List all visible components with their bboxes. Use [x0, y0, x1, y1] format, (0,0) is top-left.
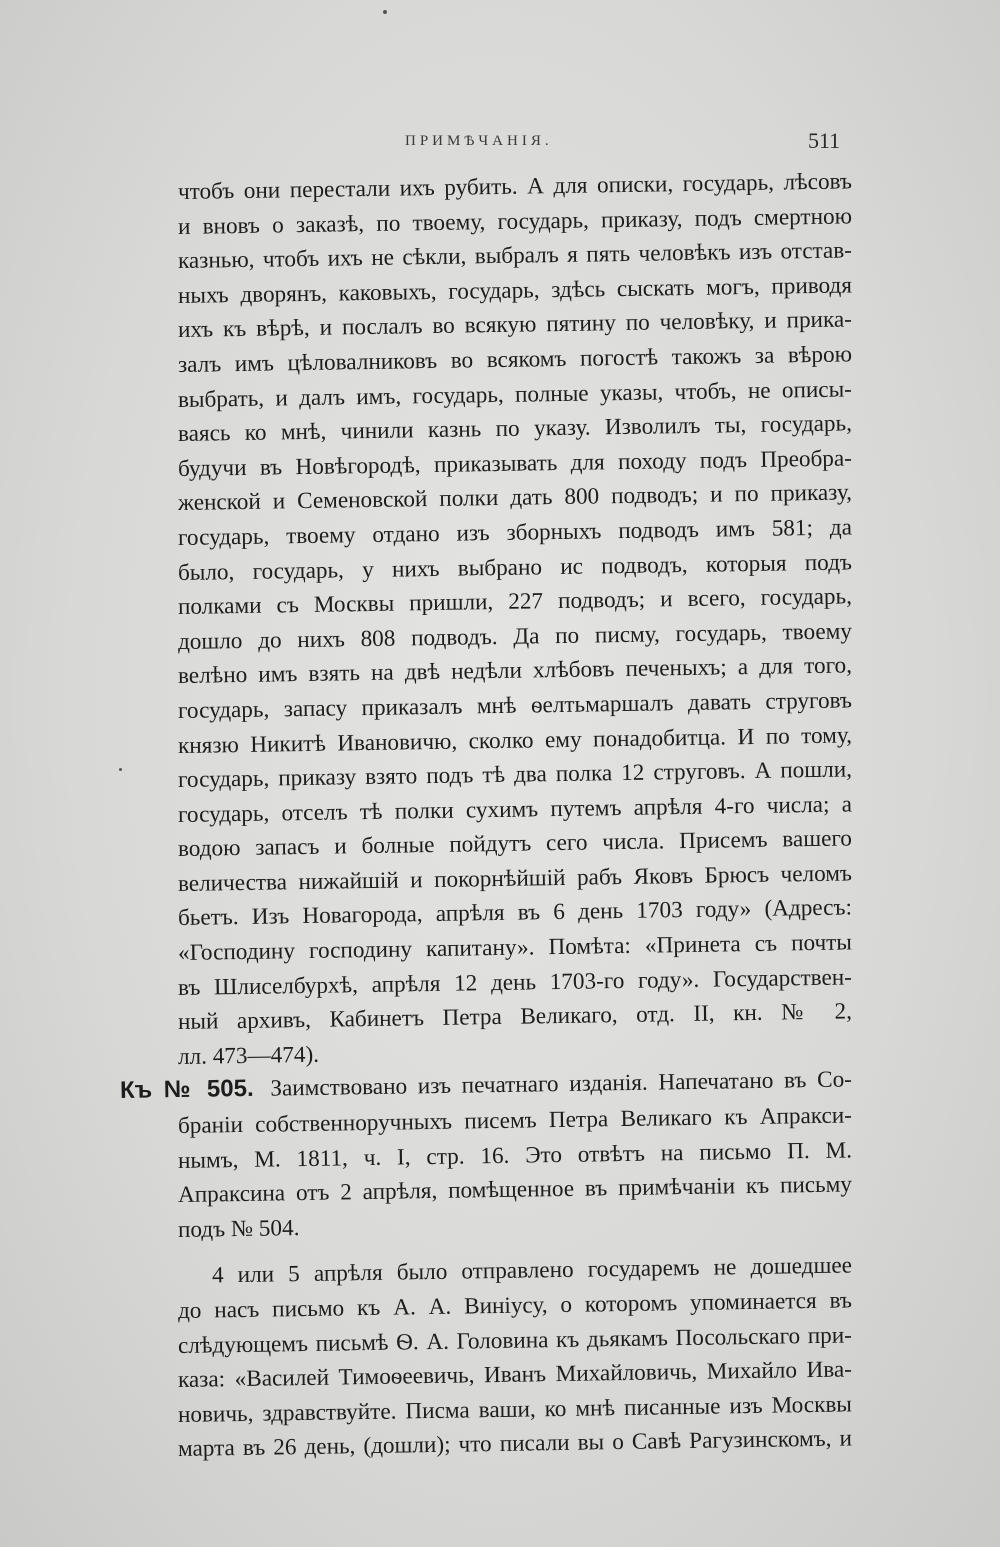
text-line: залъ имъ цѣловалниковъ во всякомъ погостѣ такожъ за вѣрою: [177, 341, 853, 378]
text-line: ихъ къ вѣрѣ, и послалъ во всякую пятину по человѣку, и прика-: [177, 306, 853, 344]
text-line: водою запасъ и болные пойдутъ сего числа. Присемъ вашего: [177, 825, 853, 863]
text-line: «Господину господину капитану». Помѣта: «Принета съ почты: [177, 929, 853, 967]
text-line: государь, запасу приказалъ мнѣ ѳелтьмаршалъ давать струговъ: [177, 687, 853, 724]
text-line: и вновъ о заказѣ, по твоему, государь, приказу, подъ смертною: [177, 203, 853, 240]
text-line: чтобъ они перестали ихъ рубить. А для описки, государь, лѣсовъ: [177, 168, 853, 205]
text-line: новичь, здравствуйте. Писма ваши, ко мнѣ писанные изъ Москвы: [177, 1391, 853, 1428]
ink-speck: [119, 768, 122, 771]
text-line: будучи въ Новѣгородѣ, приказывать для походу подъ Преобра-: [177, 445, 853, 482]
page-number: 511: [808, 128, 841, 153]
text-line: ный архивъ, Кабинетъ Петра Великаго, отд. II, кн. № 2,: [177, 998, 853, 1036]
text-line: лл. 473—474).: [177, 1041, 320, 1070]
main-text: [119, 168, 853, 1467]
text-line: Заимствовано изъ печатнаго изданія. Напечатано въ Со-: [270, 1066, 853, 1103]
paragraph-letter-continuation: [177, 168, 853, 1074]
text-line: было, государь, у нихъ выбрано ис подводъ, которыя подъ: [177, 548, 853, 586]
note-505: [119, 1066, 853, 1247]
text-line: князю Никитѣ Ивановичю, сколко ему понадобитца. И по тому,: [177, 721, 853, 759]
text-line: до насъ письмо къ А. А. Виніусу, о которомъ упоминается въ: [177, 1287, 853, 1324]
text-line: марта въ 26 день, (дошли); что писали вы о Савѣ Рагузинскомъ, и: [177, 1425, 853, 1463]
text-line: слѣдующемъ письмѣ Ѳ. А. Головина къ дьякамъ Посольскаго при-: [177, 1322, 853, 1359]
text-line: государь, приказу взято подъ тѣ два полка 12 струговъ. А пошли,: [177, 756, 853, 794]
text-line: бьетъ. Изъ Новагорода, апрѣля въ 6 день 1703 году» (Адресъ:: [177, 894, 853, 932]
text-line: величества нижайшій и покорнѣйшій рабъ Яковъ Брюсъ челомъ: [177, 860, 853, 897]
text-line: выбрать, и далъ имъ, государь, полные указы, чтобъ, не описы-: [177, 375, 853, 413]
ink-speck: [383, 10, 387, 14]
text-line: дошло до нихъ 808 подводъ. Да по писму, государь, твоему: [177, 618, 853, 655]
text-line: подъ № 504.: [177, 1214, 300, 1243]
text-line: государь, отселъ тѣ полки сухимъ путемъ апрѣля 4-го числа; а: [177, 791, 853, 828]
text-line: въ Шлиселбурхѣ, апрѣля 12 день 1703-го году». Государствен-: [177, 964, 853, 1001]
text-line: государь, твоему отдано изъ зборныхъ подводъ имъ 581; да: [177, 514, 853, 551]
text-line: нымъ, М. 1811, ч. I, стр. 16. Это отвѣтъ на письмо П. М.: [177, 1137, 853, 1174]
note-heading: Къ № 505.: [119, 1075, 254, 1105]
text-line: Апраксина отъ 2 апрѣля, помѣщенное въ примѣчаніи къ письму: [177, 1171, 853, 1209]
running-title: ПРИМѢЧАНІЯ.: [405, 133, 553, 149]
text-line: 4 или 5 апрѣля было отправлено государемъ не дошедшее: [211, 1252, 853, 1289]
text-line: казнью, чтобъ ихъ не сѣкли, выбралъ я пять человѣкъ изъ отстав-: [177, 237, 853, 275]
text-line: женской и Семеновской полки дать 800 подводъ; и по приказу,: [177, 479, 853, 517]
paragraph-golovin-letter: [177, 1252, 853, 1467]
text-line: каза: «Василей Тимоѳеевичь, Иванъ Михайловичь, Михайло Ива-: [177, 1356, 853, 1394]
text-line: ныхъ дворянъ, каковыхъ, государь, здѣсь сыскать могъ, приводя: [177, 272, 853, 309]
text-line: велѣно имъ взять на двѣ недѣли хлѣбовъ печеныхъ; а для того,: [177, 652, 853, 690]
text-line: ваясь ко мнѣ, чинили казнь по указу. Изволилъ ты, государь,: [177, 410, 853, 448]
text-line: полками съ Москвы пришли, 227 подводъ; и всего, государь,: [177, 583, 853, 621]
text-line: браніи собственноручныхъ писемъ Петра Великаго къ Апракси-: [177, 1102, 853, 1140]
